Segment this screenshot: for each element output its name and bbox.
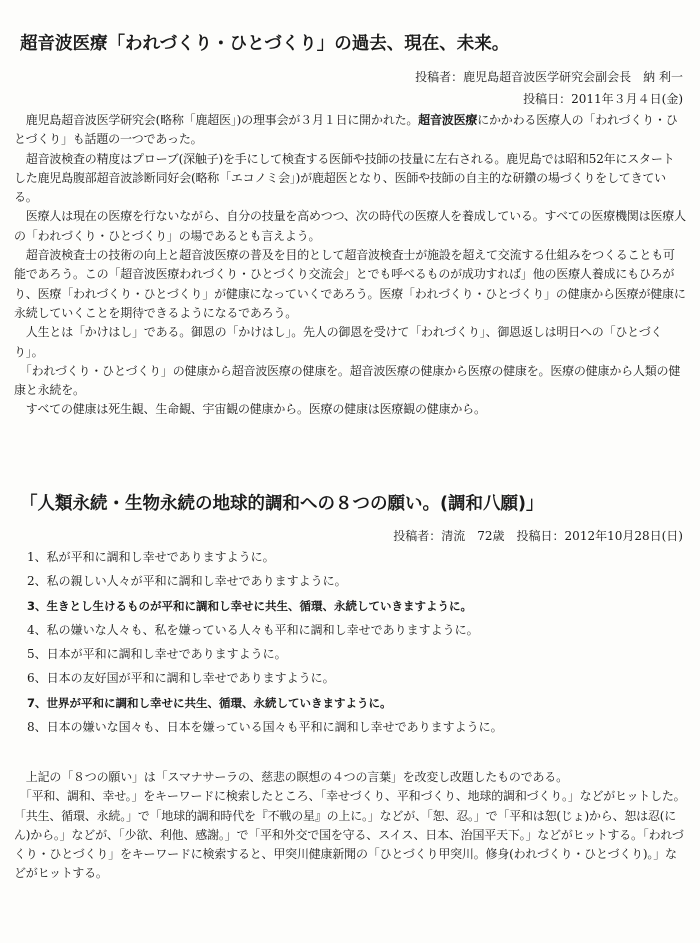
- article1-paragraph: 「われづくり・ひとづくり」の健康から超音波医療の健康を。超音波医療の健康から医療の健康を。医療の健康から人類の健康と永続を。: [14, 363, 681, 398]
- article1-author: 投稿者：鹿児島超音波医学研究会副会長 納 利一: [415, 70, 683, 84]
- wish-item: 3、生きとし生けるものが平和に調和し幸せに共生、循環、永続していきますように。: [27, 598, 472, 613]
- article2-notes: [14, 768, 686, 884]
- wish-item: 2、私の親しい人々が平和に調和し幸せでありますように。: [27, 574, 347, 589]
- note-paragraph: 上記の「８つの願い」は「スマナサーラの、慈悲の瞑想の４つの言葉」を改変し改題したものである。: [14, 770, 568, 784]
- article1-paragraph: 鹿児島超音波医学研究会(略称「鹿超医」)の理事会が３月１日に開かれた。超音波医療にかかわる医療人の「われづくり・ひとづくり」も話題の一つであった。: [14, 113, 678, 147]
- wish-item: 8、日本の嫌いな国々も、日本を嫌っている国々も平和に調和し幸せでありますように。: [27, 720, 503, 735]
- article2-byline: 投稿者：清流 72歳 投稿日：2012年10月28日(日): [393, 529, 683, 543]
- wish-item: 4、私の嫌いな人々も、私を嫌っている人々も平和に調和し幸せでありますように。: [27, 622, 479, 637]
- wish-item: 5、日本が平和に調和し幸せでありますように。: [27, 647, 287, 662]
- article2-title: 「人類永続・生物永続の地球的調和への８つの願い。(調和八願)」: [20, 494, 544, 514]
- article1-title: 超音波医療「われづくり・ひとづくり」の過去、現在、未来。: [20, 34, 510, 54]
- article1-paragraph: 超音波検査士の技術の向上と超音波医療の普及を目的として超音波検査士が施設を超えて交流する仕組みをつくることも可能であろう。この「超音波医療われづくり・ひとづくり交流会」とでも呼べるものが成功すれば」他の医療人養成にもひろがり、医療「われづくり・ひとづくり」が健康になっていくであろう。医療「われづくり・ひとづくり」の健康から医療が健康に永続していくことを期待できるようになるであろう。: [14, 248, 686, 320]
- wish-item: 1、私が平和に調和し幸せでありますように。: [27, 550, 275, 564]
- article1-paragraph: 人生とは「かけはし」である。御恩の「かけはし」。先人の御恩を受けて「われづくり」、御恩返しは明日への「ひとづくり」。: [14, 325, 663, 359]
- wish-item: 7、世界が平和に調和し幸せに共生、循環、永続していきますように。: [27, 695, 392, 710]
- article1-paragraph: すべての健康は死生観、生命観、宇宙観の健康から。医療の健康は医療観の健康から。: [14, 402, 486, 417]
- article1-paragraph: 超音波検査の精度はプローブ(深触子)を手にして検査する医師や技師の技量に左右される。鹿児島では昭和52年にスタートした鹿児島腹部超音波診断同好会(略称「エコノミ会」)が鹿超医となり、医師や技師の自主的な研鑽の場づくりをしてきている。: [14, 151, 675, 205]
- article1-paragraph: 医療人は現在の医療を行ないながら、自分の技量を高めつつ、次の時代の医療人を養成している。すべての医療機関は医療人の「われづくり・ひとづくり」の場であるとも言えよう。: [14, 209, 686, 243]
- article1-body: [14, 111, 686, 420]
- note-paragraph: 「平和、調和、幸せ。」をキーワードに検索したところ、「幸せづくり、平和づくり、地球的調和づくり。」などがヒットした。「共生、循環、永続。」で「地球的調和時代を『不戦の星』の上に。」などが、「恕、忍。」で「平和は恕(じょ)から、恕は忍(にん)から。」などが、「少欲、利他、感謝。」で「平和外交で国を守る、スイス、日本、治国平天下。」などがヒットする。「われづくり・ひとづくり」をキーワードに検索すると、甲突川健康新聞の「ひとづくり甲突川。修身(われづくり・ひとづくり)。」などがヒットする。: [14, 789, 686, 881]
- wish-list: [27, 545, 687, 739]
- article1-date: 投稿日：2011年３月４日(金): [523, 92, 683, 106]
- wish-item: 6、日本の友好国が平和に調和し幸せでありますように。: [27, 671, 335, 686]
- emphasis-text: 超音波医療: [418, 113, 478, 127]
